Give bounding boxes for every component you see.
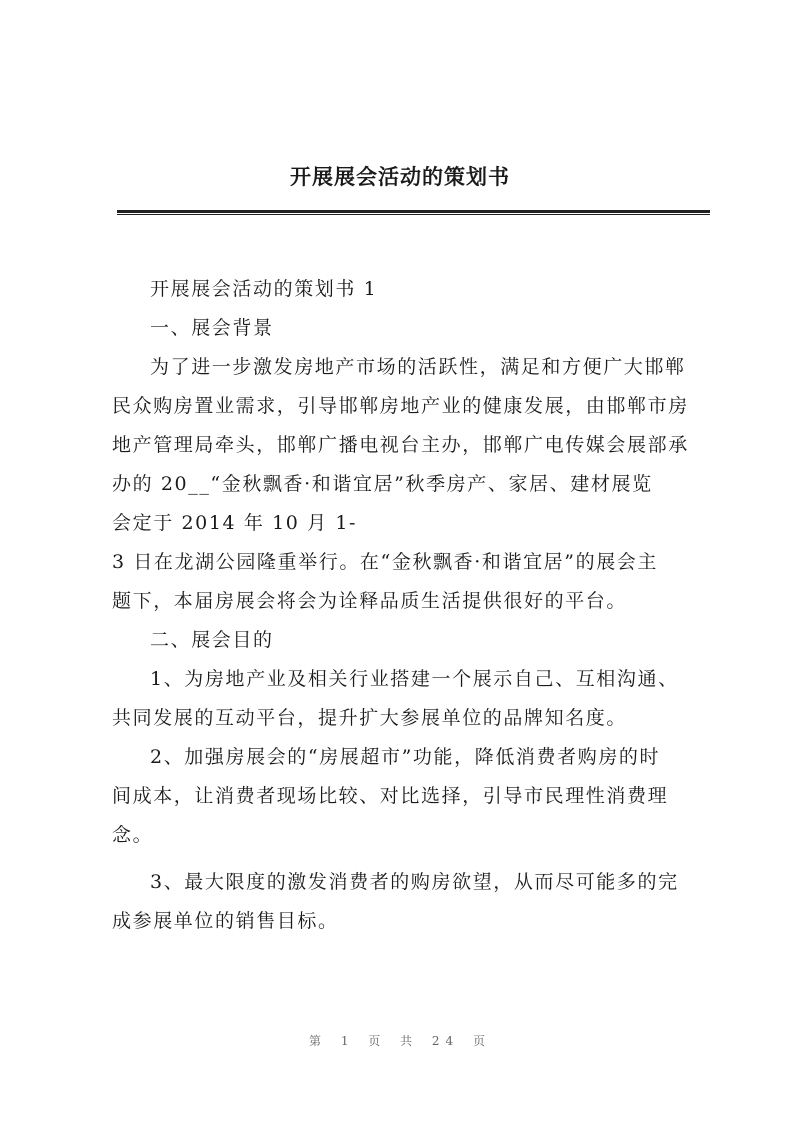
paragraph-line: 办的 20__“金秋飘香·和谐宜居”秋季房产、家居、建材展览 [112, 473, 653, 495]
document-title: 开展展会活动的策划书 [290, 165, 510, 189]
paragraph-line: 间成本，让消费者现场比较、对比选择，引导市民理性消费理 [112, 785, 669, 807]
paragraph-line: 会定于 2014 年 10 月 1- [112, 512, 358, 534]
page-footer: 第 1 页 共 24 页 [309, 1034, 491, 1048]
document-body [112, 270, 712, 941]
paragraph-line: 民众购房置业需求，引导邯郸房地产业的健康发展，由邯郸市房 [112, 395, 689, 417]
paragraph-line: 地产管理局牵头，邯郸广播电视台主办，邯郸广电传媒会展部承 [112, 434, 689, 456]
section-heading: 二、展会目的 [150, 629, 274, 651]
paragraph-line: 题下，本届房展会将会为诠释品质生活提供很好的平台。 [112, 590, 628, 612]
paragraph-gap [112, 855, 712, 863]
paragraph-line: 为了进一步激发房地产市场的活跃性，满足和方便广大邯郸 [150, 356, 686, 378]
paragraph-line: 1、为房地产业及相关行业搭建一个展示自己、互相沟通、 [150, 668, 679, 690]
title-underline [117, 210, 710, 215]
paragraph-line: 共同发展的互动平台，提升扩大参展单位的品牌知名度。 [112, 707, 628, 729]
section-heading: 开展展会活动的策划书 1 [150, 278, 378, 300]
paragraph-line: 3 日在龙湖公园隆重举行。在“金秋飘香·和谐宜居”的展会主 [112, 551, 658, 573]
paragraph-line: 3、最大限度的激发消费者的购房欲望，从而尽可能多的完 [150, 871, 679, 893]
paragraph-line: 成参展单位的销售目标。 [112, 910, 339, 932]
paragraph-line: 2、加强房展会的“房展超市”功能，降低消费者购房的时 [150, 746, 661, 768]
paragraph-line: 念。 [112, 824, 154, 846]
section-heading: 一、展会背景 [150, 317, 274, 339]
